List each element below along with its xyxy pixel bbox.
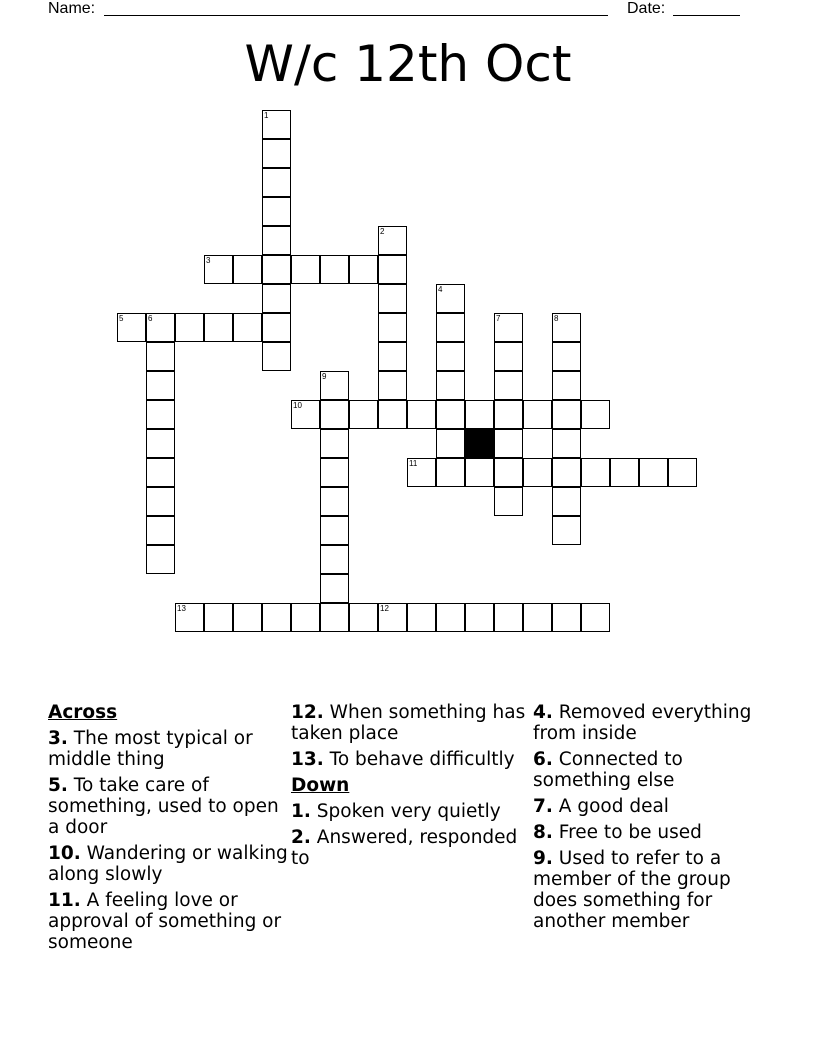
grid-cell[interactable]: [552, 342, 581, 371]
cell-number: 11: [409, 459, 418, 468]
grid-cell[interactable]: [494, 342, 523, 371]
black-cell: [465, 429, 494, 458]
grid-cell[interactable]: [494, 313, 523, 342]
grid-cell[interactable]: [349, 400, 378, 429]
clue-down-6: 6. Connected to something else: [533, 749, 683, 791]
grid-cell[interactable]: [320, 487, 349, 516]
grid-cell[interactable]: [233, 603, 262, 632]
grid-cell[interactable]: [320, 429, 349, 458]
grid-cell[interactable]: [233, 313, 262, 342]
cell-number: 3: [206, 256, 211, 265]
grid-cell[interactable]: [262, 603, 291, 632]
name-label: Name:: [48, 0, 96, 17]
grid-cell[interactable]: [465, 458, 494, 487]
grid-cell[interactable]: [349, 255, 378, 284]
grid-cell[interactable]: [146, 429, 175, 458]
grid-cell[interactable]: [552, 313, 581, 342]
grid-cell[interactable]: [378, 313, 407, 342]
grid-cell[interactable]: [378, 342, 407, 371]
grid-cell[interactable]: [378, 400, 407, 429]
grid-cell[interactable]: [465, 603, 494, 632]
clues-column-1: [48, 702, 288, 958]
grid-cell[interactable]: [204, 603, 233, 632]
grid-cell[interactable]: [146, 342, 175, 371]
grid-cell[interactable]: [581, 458, 610, 487]
grid-cell[interactable]: [494, 458, 523, 487]
cell-number: 12: [380, 604, 389, 613]
name-line: [104, 15, 608, 16]
grid-cell[interactable]: [262, 197, 291, 226]
cell-number: 7: [496, 314, 501, 323]
grid-cell[interactable]: [146, 371, 175, 400]
grid-cell[interactable]: [146, 545, 175, 574]
grid-cell[interactable]: [436, 603, 465, 632]
grid-cell[interactable]: [436, 371, 465, 400]
grid-cell[interactable]: [204, 313, 233, 342]
grid-cell[interactable]: [639, 458, 668, 487]
clue-down-8: 8. Free to be used: [533, 822, 702, 843]
cell-number: 5: [119, 314, 124, 323]
clue-across-11: 11. A feeling love or approval of something or someone: [48, 890, 282, 953]
down-heading: Down: [291, 775, 350, 796]
clue-down-9: 9. Used to refer to a member of the group does something for another member: [533, 848, 731, 932]
grid-cell[interactable]: [320, 458, 349, 487]
grid-cell[interactable]: [320, 400, 349, 429]
clue-down-1: 1. Spoken very quietly: [291, 801, 501, 822]
grid-cell[interactable]: [262, 226, 291, 255]
grid-cell[interactable]: [523, 400, 552, 429]
grid-cell[interactable]: [581, 400, 610, 429]
grid-cell[interactable]: [320, 516, 349, 545]
cell-number: 9: [322, 372, 327, 381]
grid-cell[interactable]: [262, 342, 291, 371]
grid-cell[interactable]: [146, 487, 175, 516]
across-heading: Across: [48, 702, 118, 723]
grid-cell[interactable]: [204, 255, 233, 284]
grid-cell[interactable]: [552, 429, 581, 458]
grid-cell[interactable]: [494, 487, 523, 516]
grid-cell[interactable]: [378, 371, 407, 400]
grid-cell[interactable]: [233, 255, 262, 284]
grid-cell[interactable]: [320, 603, 349, 632]
grid-cell[interactable]: [552, 603, 581, 632]
clue-across-10: 10. Wandering or walking along slowly: [48, 843, 288, 885]
grid-cell[interactable]: [494, 371, 523, 400]
grid-cell[interactable]: [175, 313, 204, 342]
grid-cell[interactable]: [320, 574, 349, 603]
clues-column-2: [291, 702, 531, 874]
grid-cell[interactable]: [175, 603, 204, 632]
grid-cell[interactable]: [436, 400, 465, 429]
clue-across-3: 3. The most typical or middle thing: [48, 728, 253, 770]
grid-cell[interactable]: [407, 400, 436, 429]
grid-cell[interactable]: [291, 255, 320, 284]
grid-cell[interactable]: [320, 545, 349, 574]
cell-number: 4: [438, 285, 443, 294]
clues-column-3: [533, 702, 773, 937]
grid-cell[interactable]: [320, 255, 349, 284]
grid-cell[interactable]: [552, 458, 581, 487]
grid-cell[interactable]: [262, 168, 291, 197]
grid-cell[interactable]: [552, 487, 581, 516]
clue-down-4: 4. Removed everything from inside: [533, 702, 752, 744]
clue-down-2: 2. Answered, responded to: [291, 827, 518, 869]
cell-number: 2: [380, 227, 385, 236]
grid-cell[interactable]: [436, 313, 465, 342]
grid-cell[interactable]: [436, 458, 465, 487]
clue-across-13: 13. To behave difficultly: [291, 749, 515, 770]
date-line: [673, 15, 740, 16]
grid-cell[interactable]: [668, 458, 697, 487]
date-label: Date:: [627, 0, 666, 17]
grid-cell[interactable]: [581, 603, 610, 632]
grid-cell[interactable]: [552, 371, 581, 400]
grid-cell[interactable]: [146, 400, 175, 429]
grid-cell[interactable]: [436, 284, 465, 313]
grid-cell[interactable]: [320, 371, 349, 400]
cell-number: 10: [293, 401, 302, 410]
grid-cell[interactable]: [262, 313, 291, 342]
grid-cell[interactable]: [378, 226, 407, 255]
grid-cell[interactable]: [552, 516, 581, 545]
clue-across-12: 12. When something has taken place: [291, 702, 526, 744]
grid-cell[interactable]: [610, 458, 639, 487]
cell-number: 13: [177, 604, 186, 613]
grid-cell[interactable]: [349, 603, 378, 632]
grid-cell[interactable]: [378, 255, 407, 284]
page-title: W/c 12th Oct: [244, 35, 572, 93]
grid-cell[interactable]: [291, 603, 320, 632]
clue-across-5: 5. To take care of something, used to open a door: [48, 775, 279, 838]
grid-cell[interactable]: [494, 400, 523, 429]
grid-cell[interactable]: [146, 516, 175, 545]
grid-cell[interactable]: [146, 458, 175, 487]
grid-cell[interactable]: [523, 458, 552, 487]
grid-cell[interactable]: [494, 603, 523, 632]
cell-number: 1: [264, 111, 269, 120]
grid-cell[interactable]: [378, 603, 407, 632]
grid-cell[interactable]: [146, 313, 175, 342]
clue-down-7: 7. A good deal: [533, 796, 669, 817]
cell-number: 8: [554, 314, 559, 323]
grid-cell[interactable]: [552, 400, 581, 429]
grid-cell[interactable]: [465, 400, 494, 429]
grid-cell[interactable]: [436, 429, 465, 458]
grid-cell[interactable]: [117, 313, 146, 342]
cell-number: 6: [148, 314, 153, 323]
grid-cell[interactable]: [262, 110, 291, 139]
grid-cell[interactable]: [407, 603, 436, 632]
grid-cell[interactable]: [262, 255, 291, 284]
grid-cell[interactable]: [523, 603, 552, 632]
grid-cell[interactable]: [291, 400, 320, 429]
grid-cell[interactable]: [494, 429, 523, 458]
grid-cell[interactable]: [436, 342, 465, 371]
grid-cell[interactable]: [262, 139, 291, 168]
grid-cell[interactable]: [407, 458, 436, 487]
grid-cell[interactable]: [378, 284, 407, 313]
grid-cell[interactable]: [262, 284, 291, 313]
